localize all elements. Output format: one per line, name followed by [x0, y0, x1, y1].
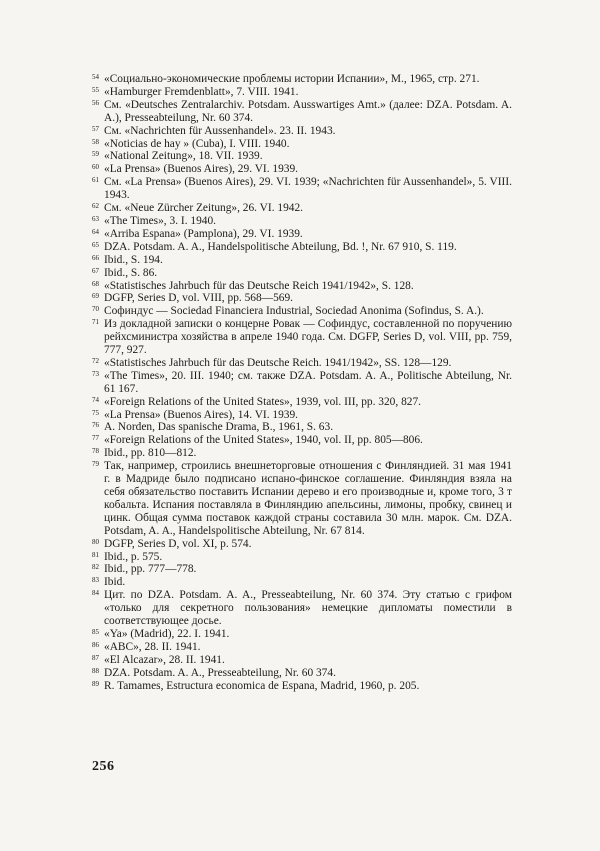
footnote: [92, 370, 512, 396]
footnote-number: 59: [92, 150, 99, 159]
footnote-number: 77: [92, 434, 99, 443]
footnote-text: См. «Neue Zürcher Zeitung», 26. VI. 1942.: [104, 202, 304, 215]
footnote: [92, 589, 512, 628]
footnote-number: 66: [92, 253, 99, 262]
footnote: [92, 254, 512, 267]
footnote: [92, 318, 512, 357]
footnote-number: 85: [92, 627, 99, 636]
footnotes-list: [92, 73, 512, 693]
footnote-text: Цит. по DZA. Potsdam. A. A., Presseabteilung, Nr. 60 374. Эту статью с грифом «только для секретного пользования» немецкие дипломаты поместили в соответствующее досье.: [104, 589, 512, 628]
footnote-number: 76: [92, 421, 99, 430]
footnote: [92, 150, 512, 163]
footnote-number: 74: [92, 395, 99, 404]
footnote-text: Ibid., S. 86.: [104, 266, 158, 279]
footnote: [92, 228, 512, 241]
footnote-text: Ibid., pp. 810—812.: [104, 447, 197, 460]
footnote: [92, 628, 512, 641]
footnote: [92, 125, 512, 138]
footnote-number: 71: [92, 318, 99, 327]
footnote-text: DGFP, Series D, vol. VIII, pp. 568—569.: [104, 292, 294, 305]
footnote-number: 82: [92, 563, 99, 572]
footnote: [92, 409, 512, 422]
footnote: [92, 538, 512, 551]
footnote-text: «El Alcazar», 28. II. 1941.: [104, 653, 225, 666]
footnote: [92, 86, 512, 99]
footnote: [92, 202, 512, 215]
footnote-number: 69: [92, 292, 99, 301]
footnote-number: 72: [92, 356, 99, 365]
footnote-text: «Foreign Relations of the United States», 1940, vol. II, pp. 805—806.: [104, 434, 423, 447]
footnote-number: 80: [92, 537, 99, 546]
footnote: [92, 280, 512, 293]
footnote: [92, 551, 512, 564]
footnote: [92, 267, 512, 280]
footnote-text: «La Prensa» (Buenos Aires), 14. VI. 1939.: [104, 408, 299, 421]
footnote-number: 81: [92, 550, 99, 559]
footnote: [92, 73, 512, 86]
footnote-number: 78: [92, 447, 99, 456]
footnote-number: 88: [92, 666, 99, 675]
footnote-number: 70: [92, 305, 99, 314]
footnote: [92, 641, 512, 654]
footnote-number: 79: [92, 460, 99, 469]
footnote-text: «Ya» (Madrid), 22. I. 1941.: [104, 627, 230, 640]
footnote: [92, 163, 512, 176]
footnote: [92, 396, 512, 409]
footnote: [92, 421, 512, 434]
footnote-text: Ibid., pp. 777—778.: [104, 563, 197, 576]
footnote-number: 89: [92, 679, 99, 688]
page-number: 256: [92, 759, 115, 774]
footnote-number: 86: [92, 640, 99, 649]
footnote-number: 84: [92, 589, 99, 598]
footnote-text: «ABC», 28. II. 1941.: [104, 640, 201, 653]
footnote-text: DZA. Potsdam. A. A., Handelspolitische Abteilung, Bd. !, Nr. 67 910, S. 119.: [104, 240, 457, 253]
footnote-text: «The Times», 3. I. 1940.: [104, 214, 217, 227]
footnote: [92, 99, 512, 125]
footnote-number: 60: [92, 163, 99, 172]
footnote: [92, 654, 512, 667]
footnote: [92, 563, 512, 576]
footnote-text: DZA. Potsdam. A. A., Presseabteilung, Nr. 60 374.: [104, 666, 336, 679]
footnote-text: Ibid., S. 194.: [104, 253, 163, 266]
footnote-number: 64: [92, 227, 99, 236]
footnote-text: «Statistisches Jahrbuch für das Deutsche Reich 1941/1942», S. 128.: [104, 279, 414, 292]
footnote-text: «Социально-экономические проблемы истории Испании», М., 1965, стр. 271.: [104, 73, 480, 85]
footnote-text: «Hamburger Fremdenblatt», 7. VIII. 1941.: [104, 85, 299, 98]
footnote-number: 57: [92, 124, 99, 133]
footnote-text: DGFP, Series D, vol. XI, p. 574.: [104, 537, 252, 550]
footnote-text: «The Times», 20. III. 1940; см. также DZA. Potsdam. A. A., Politische Abteilung, Nr. 61 167.: [104, 369, 512, 395]
footnote-text: Так, например, строились внешнеторговые отношения с Финляндией. 31 мая 1941 г. в Мадриде было подписано испано-финское соглашение. Финляндия взяла на себя обязательство поставить Испании дерево и его производные и, кроме того, 3 т кобальта. Испания поставляла в Финляндию апельсины, лимоны, пробку, свинец и цинк. Общая сумма поставок каждой страны составила 30 млн. марок. См. DZA. Potsdam, A. A., Handelspolitische Abteilung, Nr. 67 814.: [104, 460, 512, 537]
footnote-text: R. Tamames, Estructura economica de Espana, Madrid, 1960, p. 205.: [104, 679, 420, 692]
footnote: [92, 305, 512, 318]
footnote-number: 67: [92, 266, 99, 275]
footnote-text: Из докладной записки о концерне Ровак — Софиндус, составленной по поручению рейхсминистра хозяйства в апреле 1940 года. См. DGFP, Series D, vol. VIII, pp. 759, 777, 927.: [104, 318, 512, 357]
footnote-number: 61: [92, 176, 99, 185]
footnote: [92, 215, 512, 228]
footnote-number: 62: [92, 202, 99, 211]
footnote-text: «Foreign Relations of the United States», 1939, vol. III, pp. 320, 827.: [104, 395, 422, 408]
footnote-number: 87: [92, 653, 99, 662]
footnote-text: «National Zeitung», 18. VII. 1939.: [104, 150, 263, 163]
footnote-number: 63: [92, 214, 99, 223]
footnote-text: См. «Nachrichten für Aussenhandel». 23. II. 1943.: [104, 124, 336, 137]
footnote: [92, 447, 512, 460]
footnote: [92, 680, 512, 693]
footnote: [92, 667, 512, 680]
footnote-number: 65: [92, 240, 99, 249]
footnote: [92, 138, 512, 151]
footnote-text: Софиндус — Sociedad Financiera Industrial, Sociedad Anonima (Sofindus, S. A.).: [104, 305, 484, 318]
footnote-text: Ibid.: [104, 576, 126, 589]
footnote-number: 54: [92, 73, 99, 81]
footnote-text: «Statistisches Jahrbuch für das Deutsche Reich. 1941/1942», SS. 128—129.: [104, 356, 452, 369]
footnote-text: См. «Deutsches Zentralarchiv. Potsdam. Ausswartiges Amt.» (далее: DZA. Potsdam. A. A.), Presseabteilung, Nr. 60 374.: [104, 98, 512, 124]
footnote: [92, 576, 512, 589]
footnote: [92, 460, 512, 537]
footnote-number: 83: [92, 576, 99, 585]
footnote-text: A. Norden, Das spanische Drama, B., 1961, S. 63.: [104, 421, 334, 434]
footnote-text: «La Prensa» (Buenos Aires), 29. VI. 1939.: [104, 163, 299, 176]
footnote: [92, 434, 512, 447]
footnote-number: 73: [92, 369, 99, 378]
footnote: [92, 241, 512, 254]
footnote-text: Ibid., p. 575.: [104, 550, 163, 563]
footnote-text: «Noticias de hay » (Cuba), I. VIII. 1940.: [104, 137, 290, 150]
footnote-text: См. «La Prensa» (Buenos Aires), 29. VI. 1939; «Nachrichten für Aussenhandel», 5. VIII. 1943.: [104, 176, 512, 202]
footnote: [92, 357, 512, 370]
footnote-number: 56: [92, 98, 99, 107]
footnote: [92, 292, 512, 305]
footnote-text: «Arriba Espana» (Pamplona), 29. VI. 1939.: [104, 227, 303, 240]
footnote: [92, 176, 512, 202]
footnote-number: 75: [92, 408, 99, 417]
footnote-number: 58: [92, 137, 99, 146]
footnote-number: 55: [92, 85, 99, 94]
footnote-number: 68: [92, 279, 99, 288]
